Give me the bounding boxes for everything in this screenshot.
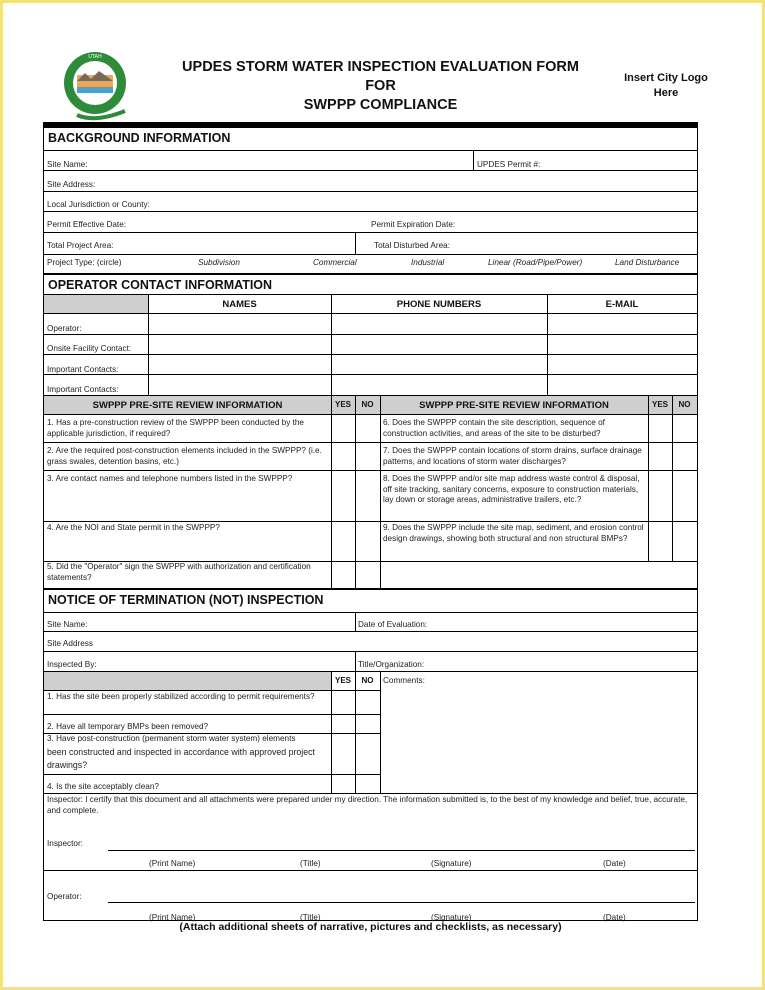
review-q9: 9. Does the SWPPP include the site map, sediment, and erosion control design drawings, showing both structural and non structural BMPs? — [383, 523, 644, 543]
col-email: E-MAIL — [605, 299, 639, 310]
city-logo-placeholder: Insert City Logo Here — [624, 72, 708, 99]
type-subdivision[interactable]: Subdivision — [198, 258, 240, 267]
inspector-date: (Date) — [603, 859, 626, 868]
site-name-label: Site Name: — [47, 160, 88, 169]
type-industrial[interactable]: Industrial — [411, 258, 445, 267]
inspection-form — [43, 122, 698, 921]
not-yes-header: YES — [334, 676, 351, 685]
review-q6: 6. Does the SWPPP contain the site description, sequence of construction activities, and areas of the site to be disturbed? — [383, 418, 605, 438]
review-q7: 7. Does the SWPPP contain locations of storm drains, surface drainage patterns, and locations of storm water discharges? — [383, 446, 642, 466]
review-heading-right: SWPPP PRE-SITE REVIEW INFORMATION — [419, 400, 609, 411]
review-q1: 1. Has a pre-construction review of the SWPPP been conducted by the applicable jurisdiction, if required? — [47, 418, 304, 438]
not-site-address-label: Site Address — [47, 639, 93, 648]
review-no-right: NO — [678, 400, 691, 409]
important-contact-row-label-2: Important Contacts: — [47, 385, 119, 394]
operator-row-label: Operator: — [47, 324, 82, 333]
review-no-left: NO — [361, 400, 374, 409]
review-q8: 8. Does the SWPPP and/or site map address waste control & disposal, off site tracking, sanitary concerns, exposure to construction materials, lay down or storage areas, administrative trailers, etc.? — [383, 474, 640, 504]
col-phone: PHONE NUMBERS — [396, 299, 482, 310]
not-q3-line1: 3. Have post-construction (permanent storm water system) elements — [47, 734, 296, 743]
operator-date: (Date) — [603, 913, 626, 922]
review-q2: 2. Are the required post-construction elements included in the SWPPP? (i.e. grass swales, detention basins, etc.) — [47, 446, 322, 466]
not-comments-label: Comments: — [383, 676, 425, 685]
important-contact-row-label-1: Important Contacts: — [47, 365, 119, 374]
not-eval-date-label: Date of Evaluation: — [358, 620, 428, 629]
inspector-signature: (Signature) — [431, 859, 472, 868]
inspector-label: Inspector: — [47, 839, 83, 848]
background-heading: BACKGROUND INFORMATION — [48, 131, 231, 145]
not-q1: 1. Has the site been properly stabilized according to permit requirements? — [47, 692, 315, 701]
type-commercial[interactable]: Commercial — [313, 258, 357, 267]
not-title-org-label: Title/Organization: — [358, 660, 425, 669]
svg-text:UTAH: UTAH — [88, 54, 102, 60]
type-land-disturbance[interactable]: Land Disturbance — [615, 258, 680, 267]
operator-signature: (Signature) — [431, 913, 472, 922]
jurisdiction-label: Local Jurisdiction or County: — [47, 200, 150, 209]
total-project-area-label: Total Project Area: — [47, 241, 114, 250]
operator-sign-label: Operator: — [47, 892, 82, 901]
not-heading: NOTICE OF TERMINATION (NOT) INSPECTION — [48, 593, 324, 607]
not-q4: 4. Is the site acceptably clean? — [47, 782, 159, 791]
footer-note: (Attach additional sheets of narrative, pictures and checklists, as necessary) — [179, 921, 562, 933]
inspector-title: (Title) — [300, 859, 321, 868]
site-address-label: Site Address: — [47, 180, 96, 189]
effective-date-label: Permit Effective Date: — [47, 220, 127, 229]
not-q3-line2: been constructed and inspected in accordance with approved project drawings? — [47, 747, 315, 770]
certification-statement: Inspector: I certify that this document and all attachments were prepared under my direction. The information submitted is, to the best of my knowledge and belief, true, accurate, and complete. — [47, 795, 688, 815]
inspector-print-name: (Print Name) — [149, 859, 196, 868]
operator-print-name: (Print Name) — [149, 913, 196, 922]
operator-title: (Title) — [300, 913, 321, 922]
review-q5: 5. Did the "Operator" sign the SWPPP with authorization and certification statements? — [47, 562, 311, 582]
review-q4: 4. Are the NOI and State permit in the SWPPP? — [47, 523, 220, 532]
not-no-header: NO — [361, 676, 374, 685]
not-q2: 2. Have all temporary BMPs been removed? — [47, 722, 209, 731]
permit-number-label: UPDES Permit #: — [477, 160, 541, 169]
review-q3: 3. Are contact names and telephone numbers listed in the SWPPP? — [47, 474, 293, 483]
form-title: UPDES STORM WATER INSPECTION EVALUATION FORM FOR SWPPP COMPLIANCE — [182, 59, 579, 113]
review-heading-left: SWPPP PRE-SITE REVIEW INFORMATION — [92, 400, 283, 411]
col-names: NAMES — [222, 299, 257, 310]
utah-seal-logo — [55, 47, 135, 123]
project-type-label: Project Type: (circle) — [47, 258, 122, 267]
review-yes-right: YES — [651, 400, 668, 409]
type-linear[interactable]: Linear (Road/Pipe/Power) — [488, 258, 583, 267]
review-yes-left: YES — [334, 400, 351, 409]
total-disturbed-area-label: Total Disturbed Area: — [374, 241, 451, 250]
onsite-contact-row-label: Onsite Facility Contact: — [47, 344, 132, 353]
not-site-name-label: Site Name: — [47, 620, 88, 629]
expiration-date-label: Permit Expiration Date: — [371, 220, 456, 229]
not-inspected-by-label: Inspected By: — [47, 660, 97, 669]
operator-heading: OPERATOR CONTACT INFORMATION — [48, 278, 273, 292]
